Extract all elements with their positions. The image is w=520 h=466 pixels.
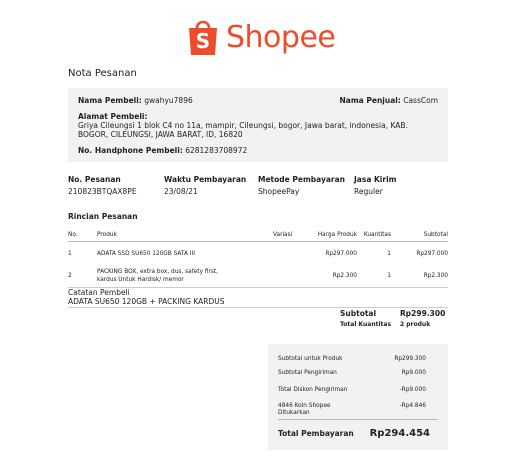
subtotal-value: Rp299.300 — [400, 309, 446, 318]
shopee-logo — [186, 14, 335, 60]
order-items-table — [68, 228, 448, 288]
logo-letter: S — [195, 29, 211, 53]
table-row: 2 PACKING BOX, extra box, dus, safety first, kardus Untuk Hardisk/ memor Rp2.300 1 Rp2.300 — [68, 269, 448, 283]
subtotal-label: Subtotal — [340, 309, 377, 318]
summary-row: 4846 Koin Shopee Ditukarkan -Rp4.846 — [278, 403, 426, 416]
total-payment: Total Pembayaran Rp294.454 — [278, 428, 430, 439]
shopping-bag-icon — [186, 17, 220, 57]
summary-row: Subtotal Pengiriman Rp9.000 — [278, 370, 426, 376]
buyer-address: Alamat Pembeli: Griya Cileungsi 1 blok C4 no 11a, mampir, Cileungsi, bogor, Jawa barat, indonesia, KAB. BOGOR, CILEUNGSI, JAWA BARAT, ID, 16820 — [78, 112, 408, 139]
total-quantity-value: 2 produk — [400, 321, 431, 328]
table-row: 1 ADATA SSD SU650 120GB SATA III Rp297.000 1 Rp297.000 — [68, 251, 448, 257]
buyer-name: Nama Pembeli: gwahyu7896 — [78, 96, 193, 105]
summary-row: Total Diskon Pengiriman -Rp9.000 — [278, 387, 426, 393]
seller-name: Nama Penjual: CassCom — [339, 96, 438, 105]
order-details-title: Rincian Pesanan — [68, 212, 138, 221]
brand-name: Shopee — [226, 19, 336, 55]
order-number: No. Pesanan 210823BTQAX8PE — [68, 175, 137, 196]
buyer-notes: Catatan Pembeli ADATA SU650 120GB + PACKING KARDUS — [68, 287, 448, 308]
payment-time: Waktu Pembayaran 23/08/21 — [164, 175, 247, 196]
buyer-phone: No. Handphone Pembeli: 6281283708972 — [78, 146, 248, 155]
table-header: No. Produk Variasi Harga Produk Kuantitas Subtotal — [68, 228, 448, 242]
summary-row: Subtotal untuk Produk Rp299.300 — [278, 356, 426, 362]
total-quantity-label: Total Kuantitas — [340, 321, 392, 328]
payment-method: Metode Pembayaran ShopeePay — [258, 175, 346, 196]
document-title: Nota Pesanan — [68, 68, 137, 79]
shipping-service: Jasa Kirim Reguler — [354, 175, 397, 196]
buyer-info-box — [68, 88, 448, 162]
summary-divider — [278, 419, 438, 420]
payment-summary — [268, 344, 448, 450]
